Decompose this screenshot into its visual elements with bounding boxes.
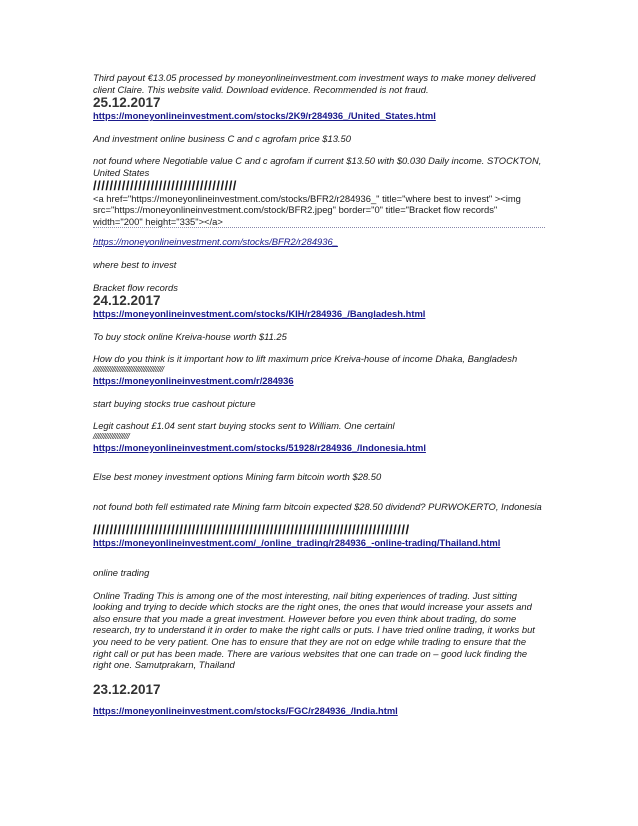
paragraph: online trading — [93, 567, 150, 579]
link-thailand[interactable]: https://moneyonlineinvestment.com/_/online_trading/r284936_-online-trading/Thailand.html — [93, 537, 501, 549]
paragraph: Online Trading This is among one of the most interesting, nail biting experiences of trading. Just sitting looking and trying to decide which stocks are the right ones, the ones that would increase your assets and also ensure that you made a great investment. However before you even think about trading, do some research, try to understand it in order to make the right calls or puts. I have tried online trading, it works but you need to be very patient. One has to ensure that they are not on edge while trading to ensure that the right call or put has been made. There are various websites that one can trade on – good luck finding the right one. Samutprakarn, Thailand — [93, 589, 535, 671]
date-heading: 24.12.2017 — [93, 293, 161, 309]
paragraph: How do you think is it important how to lift maximum price Kreiva-house of income Dhaka, Bangladesh — [93, 353, 518, 365]
link-bangladesh[interactable]: https://moneyonlineinvestment.com/stocks/KIH/r284936_/Bangladesh.html — [93, 308, 426, 320]
slash-divider: ///////////////////// — [93, 431, 130, 441]
paragraph: start buying stocks true cashout picture — [93, 397, 256, 409]
paragraph: And investment online business C and c agrofam price $13.50 — [93, 132, 351, 144]
link-bfr2[interactable]: https://moneyonlineinvestment.com/stocks/BFR2/r284936_ — [93, 236, 338, 248]
html-snippet-line: width="200" height="335"></a> — [93, 216, 545, 229]
document-page — [93, 72, 545, 716]
paragraph: Bracket flow records — [93, 281, 178, 293]
paragraph: Else best money investment options Mining farm bitcoin worth $28.50 — [93, 471, 382, 483]
date-heading: 23.12.2017 — [93, 681, 161, 697]
paragraph: To buy stock online Kreiva-house worth $11.25 — [93, 330, 287, 342]
html-snippet-line: <a href="https://moneyonlineinvestment.com/stocks/BFR2/r284936_" title="where best to invest" ><img — [93, 192, 521, 204]
intro-paragraph: Third payout €13.05 processed by moneyonlineinvestment.com investment ways to make money delivered client Claire. This website valid. Download evidence. Recommended is not fraud. — [93, 72, 536, 95]
html-snippet-line: src="https://moneyonlineinvestment.com/stock/BFR2.jpeg" border="0" title="Bracket flow records" — [93, 204, 498, 216]
slash-divider: ///////////////////////////////////////// — [93, 364, 164, 374]
paragraph: not found both fell estimated rate Mining farm bitcoin expected $28.50 dividend? PURWOKERTO, Indonesia — [93, 500, 542, 512]
slash-divider: ///////////////////////////////////////////////////////////////////////////// — [93, 522, 410, 538]
date-heading: 25.12.2017 — [93, 95, 161, 111]
link-united-states[interactable]: https://moneyonlineinvestment.com/stocks/2K9/r284936_/United_States.html — [93, 110, 436, 122]
link-r-284936[interactable]: https://moneyonlineinvestment.com/r/284936 — [93, 374, 294, 386]
link-india[interactable]: https://moneyonlineinvestment.com/stocks/FGC/r284936_/India.html — [93, 704, 398, 716]
link-indonesia[interactable]: https://moneyonlineinvestment.com/stocks/51928/r284936_/Indonesia.html — [93, 441, 426, 453]
paragraph: Legit cashout £1.04 sent start buying stocks sent to William. One certainl — [93, 420, 395, 432]
paragraph: not found where Negotiable value C and c agrofam if current $13.50 with $0.030 Daily income. STOCKTON, United States — [93, 155, 542, 178]
slash-divider: /////////////////////////////////// — [93, 177, 237, 193]
paragraph: where best to invest — [93, 258, 177, 270]
